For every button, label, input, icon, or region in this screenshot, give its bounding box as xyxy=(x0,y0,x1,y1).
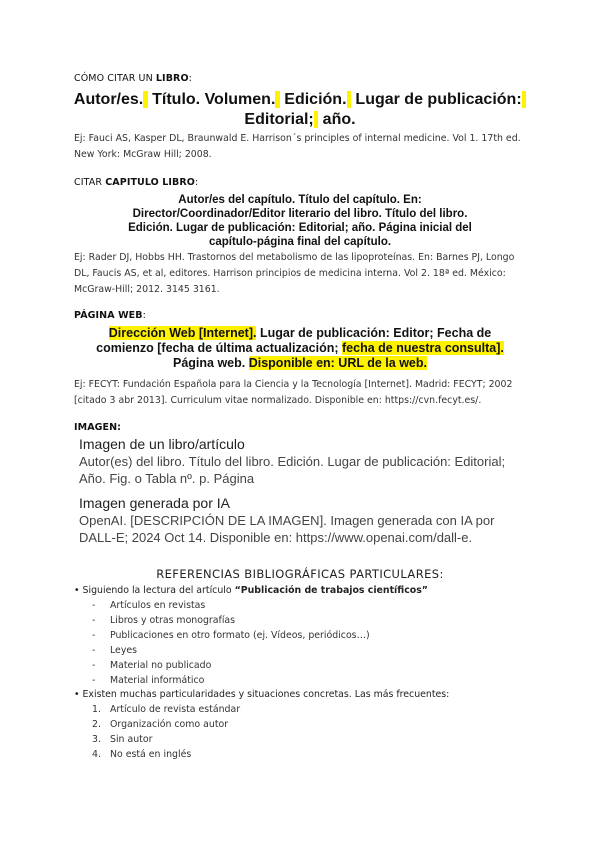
format-capitulo-line: capítulo-página final del capítulo. xyxy=(208,236,392,248)
format-capitulo-line: Autor/es del capítulo. Título del capítulo. En: xyxy=(178,194,422,206)
list-item: - Artículos en revistas xyxy=(92,600,206,611)
list-item: 3. Sin autor xyxy=(92,734,153,745)
list-item: - Leyes xyxy=(92,645,138,656)
format-web-line-3: Página web. Disponible en: URL de la web. xyxy=(173,356,427,370)
example-capitulo: Ej: Rader DJ, Hobbs HH. Trastornos del metabolismo de las lipoproteínas. En: Barnes PJ, Longo DL, Faucis AS, et al, editores. Harrison principios de medicina interna. Vol 2. 18ª ed. México: McGraw-Hill; 2012. 3145 3161. xyxy=(74,252,515,295)
imagen-ia-title: Imagen generada por IA xyxy=(79,495,230,511)
list-item: - Material informático xyxy=(92,675,205,686)
list-item: - Publicaciones en otro formato (ej. Vídeos, periódicos…) xyxy=(92,630,370,641)
format-web-line-2: comienzo [fecha de última actualización; fecha de nuestra consulta]. xyxy=(96,341,504,355)
section-heading-imagen: IMAGEN: xyxy=(74,422,122,433)
format-capitulo-line: Edición. Lugar de publicación: Editorial; año. Página inicial del xyxy=(128,222,472,234)
section-heading-web: PÁGINA WEB: xyxy=(74,310,146,321)
format-capitulo xyxy=(0,193,600,249)
referencias-bullet-1: • Siguiendo la lectura del artículo “Publicación de trabajos científicos” xyxy=(74,585,428,596)
highlight-mark xyxy=(522,91,526,108)
section-heading-libro: CÓMO CITAR UN LIBRO: xyxy=(74,73,192,84)
example-libro: Ej: Fauci AS, Kasper DL, Braunwald E. Harrison´s principles of internal medicine. Vol 1. 17th ed. New York: McGraw Hill; 2008. xyxy=(74,133,521,160)
list-item: 1. Artículo de revista estándar xyxy=(92,704,241,715)
section-heading-capitulo: CITAR CAPITULO LIBRO: xyxy=(74,177,199,188)
list-item: 4. No está en inglés xyxy=(92,749,192,760)
list-item: - Material no publicado xyxy=(92,660,212,671)
imagen-ia-line: OpenAI. [DESCRIPCIÓN DE LA IMAGEN]. Imagen generada con IA por xyxy=(79,513,495,528)
example-web: Ej: FECYT: Fundación Española para la Ciencia y la Tecnología [Internet]. Madrid: FECYT; 2002 [citado 3 abr 2013]. Curriculum vitae normalizado. Disponible en: https://cvn.fecyt.es/. xyxy=(74,379,513,406)
format-libro xyxy=(0,90,600,130)
format-web xyxy=(0,326,600,371)
referencias-bullet-2: • Existen muchas particularidades y situaciones concretas. Las más frecuentes: xyxy=(74,689,450,700)
format-libro-line-1: Autor/es. Título. Volumen. Edición. Lugar de publicación: xyxy=(0,90,600,110)
imagen-libro-line: Autor(es) del libro. Título del libro. Edición. Lugar de publicación: Editorial; xyxy=(79,454,506,469)
referencias-title: REFERENCIAS BIBLIOGRÁFICAS PARTICULARES: xyxy=(156,567,444,581)
format-libro-line-2: Editorial; año. xyxy=(244,111,356,128)
list-item: 2. Organización como autor xyxy=(92,719,229,730)
list-item: - Libros y otras monografías xyxy=(92,615,236,626)
imagen-ia-line: DALL-E; 2024 Oct 14. Disponible en: https://www.openai.com/dall-e. xyxy=(79,530,473,545)
format-capitulo-line: Director/Coordinador/Editor literario del libro. Título del libro. xyxy=(132,208,468,220)
imagen-libro-line: Año. Fig. o Tabla nº. p. Página xyxy=(79,471,255,486)
format-web-line-1: Dirección Web [Internet]. Lugar de publicación: Editor; Fecha de xyxy=(108,326,492,340)
imagen-libro-title: Imagen de un libro/artículo xyxy=(79,436,245,452)
